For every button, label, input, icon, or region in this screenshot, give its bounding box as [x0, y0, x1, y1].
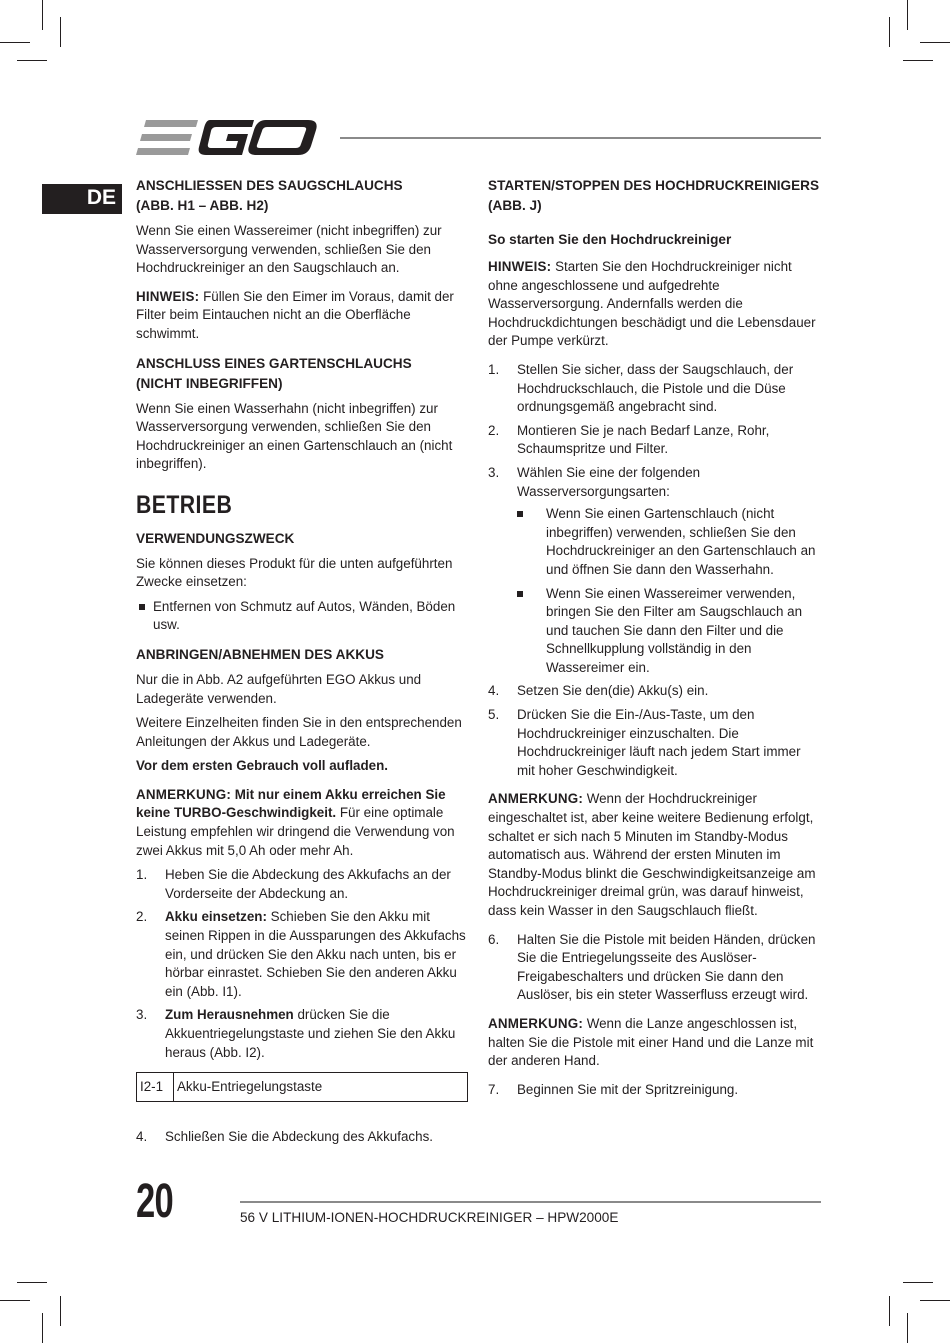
list-item: 7. Beginnen Sie mit der Spritzreinigung. — [488, 1081, 739, 1097]
list-item: 1. Stellen Sie sicher, dass der Saugschlauch, der Hochdruckschlauch, die Pistole und die Düse ordnungsgemäß angebracht sind. — [488, 361, 794, 415]
crop-mark — [889, 1296, 890, 1326]
crop-mark — [0, 42, 30, 43]
right-column — [488, 176, 821, 1109]
footer-rule — [240, 1201, 821, 1203]
start-steps-final — [488, 1081, 821, 1100]
note-water-supply: HINWEIS: Starten Sie den Hochdruckreiniger nicht ohne angeschlossene und aufgedrehte Wasserversorgung. Andernfalls werden die Hochdruckdichtungen beschädigt und die Lebensdauer der Pumpe verkürzt. — [488, 259, 816, 349]
crop-mark — [17, 1282, 47, 1283]
list-item: 6. Halten Sie die Pistole mit beiden Händen, drücken Sie die Entriegelungsseite des Auslöser-Freigabeschalters und drücken Sie dann den Auslöser, bis ein steter Wasserfluss erzeugt wird. — [488, 931, 816, 1003]
crop-mark — [903, 60, 933, 61]
list-item: 2. Akku einsetzen: Schieben Sie den Akku mit seinen Rippen in die Aussparungen des Akkufachs ein, und drücken Sie den Akku nach unten, bis er hörbar einrastet. Schieben Sie den anderen Akku ein (Abb. I1). — [136, 909, 466, 999]
battery-steps — [136, 866, 468, 1062]
list-item: 5. Drücken Sie die Ein-/Aus-Taste, um den Hochdruckreiniger einzuschalten. Die Hochdruckreiniger läuft nach jedem Start immer mit hoher Geschwindigkeit. — [488, 707, 801, 778]
crop-mark — [0, 1300, 30, 1301]
paragraph-battery-2: Weitere Einzelheiten finden Sie in den entsprechenden Anleitungen der Akkus und Ladegeräte. — [136, 715, 462, 749]
legend-key: I2-1 — [137, 1073, 174, 1102]
language-tab-label: DE — [86, 186, 116, 209]
paragraph-battery-3: Vor dem ersten Gebrauch voll aufladen. — [136, 758, 389, 774]
list-item: 2. Montieren Sie je nach Bedarf Lanze, Rohr, Schaumspritze und Filter. — [488, 422, 770, 457]
list-item: 3. Zum Herausnehmen drücken Sie die Akkuentriegelungstaste und ziehen Sie den Akku heraus (Abb. I2). — [136, 1007, 456, 1060]
note-lance: ANMERKUNG: Wenn die Lanze angeschlossen ist, halten Sie die Pistole mit einer Hand und die Lanze mit der anderen Hand. — [488, 1015, 814, 1069]
start-steps-continued — [488, 931, 821, 1005]
section-heading-battery: ANBRINGEN/ABNEHMEN DES AKKUS — [136, 646, 384, 662]
header-rule — [340, 137, 821, 139]
crop-mark — [42, 1313, 43, 1343]
note-suction-hose: HINWEIS: Füllen Sie den Eimer im Voraus, damit der Filter beim Eintauchen nicht an die Oberfläche schwimmt. — [136, 288, 454, 341]
section-heading-start-stop: STARTEN/STOPPEN DES HOCHDRUCKREINIGERS (ABB. J) — [488, 178, 820, 213]
crop-mark — [42, 0, 43, 30]
crop-mark — [907, 0, 908, 30]
legend-table — [136, 1072, 468, 1102]
list-item: Wenn Sie einen Gartenschlauch (nicht inbegriffen) verwenden, schließen Sie den Hochdruckreiniger an den Gartenschlauch an und öffnen Sie dann den Wasserhahn. — [517, 505, 821, 579]
list-item: 1. Heben Sie die Abdeckung des Akkufachs an der Vorderseite der Abdeckung an. — [136, 867, 451, 901]
note-turbo: ANMERKUNG: Mit nur einem Akku erreichen Sie keine TURBO-Geschwindigkeit. Für eine optimale Leistung empfehlen wir dringend die Verwendung von zwei Akkus mit 5,0 Ah oder mehr Ah. — [136, 786, 455, 858]
water-supply-options — [517, 505, 821, 677]
start-steps — [488, 361, 821, 780]
list-item: 4. Schließen Sie die Abdeckung des Akkufachs. — [136, 1128, 433, 1144]
crop-mark — [17, 60, 47, 61]
battery-steps-continued — [136, 1128, 468, 1147]
section-heading-intended-use: VERWENDUNGSZWECK — [136, 530, 295, 546]
list-item: 4. Setzen Sie den(die) Akku(s) ein. — [488, 683, 709, 699]
legend-value: Akku-Entriegelungstaste — [174, 1073, 468, 1102]
ego-logo — [136, 118, 320, 163]
list-item: Wenn Sie einen Wassereimer verwenden, bringen Sie den Filter am Saugschlauch an und tauchen Sie dann den Filter und die Schnellkupplung vollständig in den Wassereimer ein. — [517, 585, 821, 678]
crop-mark — [920, 42, 950, 43]
page-number: 20 — [136, 1175, 174, 1228]
footer-title: 56 V LITHIUM-IONEN-HOCHDRUCKREINIGER – HPW2000E — [240, 1210, 619, 1225]
paragraph-battery-1: Nur die in Abb. A2 aufgeführten EGO Akkus und Ladegeräte verwenden. — [136, 671, 422, 706]
list-item: 3. Wählen Sie eine der folgenden Wasserversorgungsarten: Wenn Sie einen Gartenschlauch (nicht inbegriffen) verwenden, schließen Sie den Hochdruckreiniger an den Gartenschlauch an und öffnen Sie dann den Wasserhahn. Wenn Sie einen Wassereimer verwenden, bringen Sie den Filter am Saugschlauch an und tauchen Sie dann den Filter und die Schnellkupplung vollständig in den Wassereimer ein. — [488, 464, 821, 678]
crop-mark — [60, 17, 61, 47]
intended-use-list — [136, 598, 468, 635]
paragraph-suction-hose: Wenn Sie einen Wassereimer (nicht inbegriffen) zur Wasserversorgung verwenden, schließen Sie den Hochdruckreiniger an den Saugschlauch an. — [136, 223, 442, 276]
left-column — [136, 176, 468, 1156]
table-row — [137, 1073, 468, 1102]
crop-mark — [920, 1300, 950, 1301]
section-heading-suction-hose: ANSCHLIESSEN DES SAUGSCHLAUCHS (ABB. H1 – ABB. H2) — [136, 178, 403, 213]
paragraph-garden-hose: Wenn Sie einen Wasserhahn (nicht inbegriffen) zur Wasserversorgung verwenden, schließen Sie den Hochdruckreiniger an einen Gartenschlauch an (nicht inbegriffen). — [136, 400, 453, 472]
note-standby: ANMERKUNG: Wenn der Hochdruckreiniger eingeschaltet ist, aber keine weitere Bedienung erfolgt, schaltet er sich nach 5 Minuten im Standby-Modus automatisch aus. Während der ersten Minuten im Standby-Modus blinkt die Geschwindigkeitsanzeige am Hochdruckreiniger dreimal grün, was darauf hinweist, dass kein Wasser in den Saugschlauch fließt. — [488, 791, 816, 918]
paragraph-intended-use: Sie können dieses Produkt für die unten aufgeführten Zwecke einsetzen: — [136, 555, 453, 590]
crop-mark — [889, 17, 890, 47]
chapter-heading-operation: BETRIEB — [136, 490, 233, 519]
subheading-how-to-start: So starten Sie den Hochdruckreiniger — [488, 232, 732, 247]
crop-mark — [60, 1296, 61, 1326]
crop-mark — [903, 1282, 933, 1283]
language-tab — [42, 184, 122, 214]
section-heading-garden-hose: ANSCHLUSS EINES GARTENSCHLAUCHS (NICHT INBEGRIFFEN) — [136, 355, 412, 391]
list-item: Entfernen von Schmutz auf Autos, Wänden, Böden usw. — [136, 598, 468, 635]
crop-mark — [907, 1313, 908, 1343]
